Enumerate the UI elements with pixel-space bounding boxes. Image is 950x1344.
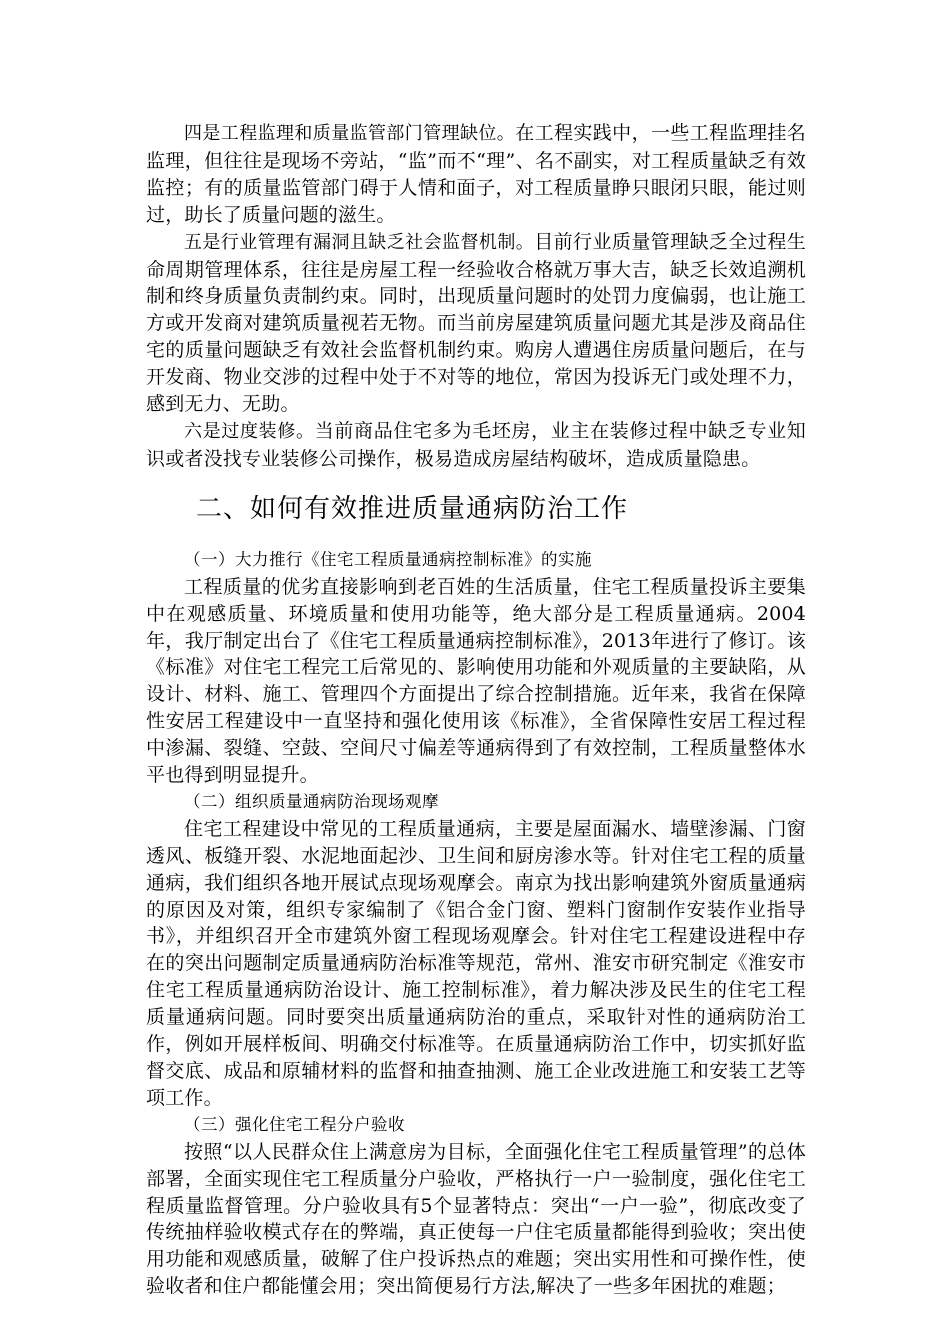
subsection-heading-2: （二）组织质量通病防治现场观摩 (184, 791, 439, 811)
section-heading: 二、如何有效推进质量通病防治工作 (196, 493, 629, 524)
paragraph-lead: 五是行业管理有漏洞且缺乏社会监督机制。 (184, 231, 535, 253)
paragraph-body: 当前商品住宅多为毛坯房，业主在装修过程中缺乏专业知识或者没找专业装修公司操作，极易造成房屋结构破坏，造成质量隐患。 (146, 419, 806, 470)
paragraph-item-5 (146, 229, 806, 418)
paragraph-lead: 四是工程监理和质量监管部门管理缺位。 (184, 123, 516, 144)
subsection-heading-3: （三）强化住宅工程分户验收 (184, 1114, 405, 1134)
paragraph-body: 目前行业质量管理缺乏全过程生命周期管理体系，往往是房屋工程一经验收合格就万事大吉，缺乏长效追溯机制和终身质量负责制约束。同时，出现质量问题时的处罚力度偏弱，也让施工方或开发商对建筑质量视若无物。而当前房屋建筑质量问题尤其是涉及商品住宅的质量问题缺乏有效社会监督机制约束。购房人遭遇住房质量问题后，在与开发商、物业交涉的过程中处于不对等的地位，常因为投诉无门或处理不力，感到无力、无助。 (146, 230, 806, 416)
paragraph-item-4 (146, 120, 806, 229)
paragraph-body: 在工程实践中，一些工程监理挂名监理，但往往是现场不旁站，“监”而不“理”、名不副实，对工程质量缺乏有效监控；有的质量监管部门碍于人情和面子，对工程质量睁只眼闭只眼，能过则过，助长了质量问题的滋生。 (146, 122, 806, 226)
subsection-body-2: 住宅工程建设中常见的工程质量通病，主要是屋面漏水、墙壁渗漏、门窗透风、板缝开裂、水泥地面起沙、卫生间和厨房渗水等。针对住宅工程的质量通病，我们组织各地开展试点现场观摩会。南京为找出影响建筑外窗质量通病的原因及对策，组织专家编制了《铝合金门窗、塑料门窗制作安装作业指导书》，并组织召开全市建筑外窗工程现场观摩会。针对住宅工程建设进程中存在的突出问题制定质量通病防治标准等规范，常州、淮安市研究制定《淮安市住宅工程质量通病防治设计、施工控制标准》，着力解决涉及民生的住宅工程质量通病问题。同时要突出质量通病防治的重点，采取针对性的通病防治工作，例如开展样板间、明确交付标准等。在质量通病防治工作中，切实抓好监督交底、成品和原辅材料的监督和抽查抽测、施工企业改进施工和安装工艺等项工作。 (146, 817, 806, 1109)
subsection-body-1: 工程质量的优劣直接影响到老百姓的生活质量，住宅工程质量投诉主要集中在观感质量、环境质量和使用功能等，绝大部分是工程质量通病。2004年，我厅制定出台了《住宅工程质量通病控制标准》，2013年进行了修订。该《标准》对住宅工程完工后常见的、影响使用功能和外观质量的主要缺陷，从设计、材料、施工、管理四个方面提出了综合控制措施。近年来，我省在保障性安居工程建设中一直坚持和强化使用该《标准》，全省保障性安居工程过程中渗漏、裂缝、空鼓、空间尺寸偏差等通病得到了有效控制，工程质量整体水平也得到明显提升。 (146, 575, 806, 787)
subsection-heading-1: （一）大力推行《住宅工程质量通病控制标准》的实施 (184, 549, 592, 569)
subsection-body-3: 按照“以人民群众住上满意房为目标，全面强化住宅工程质量管理”的总体部署，全面实现住宅工程质量分户验收，严格执行一户一验制度，强化住宅工程质量监督管理。分户验收具有5个显著特点：突出“一户一验”，彻底改变了传统抽样验收模式存在的弊端，真正使每一户住宅质量都能得到验收；突出使用功能和观感质量，破解了住户投诉热点的难题；突出实用性和可操作性，使验收者和住户都能懂会用；突出简便易行方法,解决了一些多年困扰的难题； (146, 1140, 806, 1298)
paragraph-lead: 六是过度装修。 (184, 420, 315, 442)
paragraph-item-6 (146, 418, 806, 473)
document-page (146, 120, 806, 1300)
